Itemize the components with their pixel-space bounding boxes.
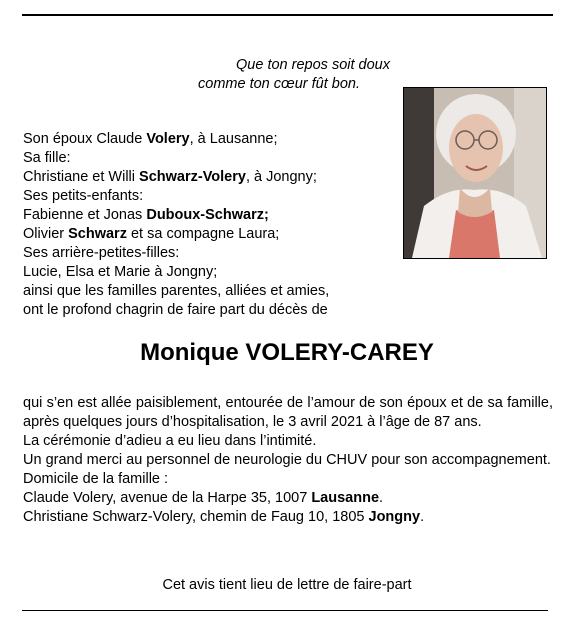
family-line-10: ont le profond chagrin de faire part du décès de [23,302,328,318]
address-jongny-text: Christiane Schwarz-Volery, chemin de Faug 10, 1805 [23,509,369,525]
family-line-1-bold: Volery [146,131,190,147]
family-line-3 [23,168,329,187]
family-line-6-end: et sa compagne Laura; [126,226,280,242]
epigraph [150,56,390,94]
footer-note: Cet avis tient lieu de lettre de faire-part [162,577,412,593]
family-line-1-text: Son époux Claude [23,131,147,147]
family-line-3-text: Christiane et Willi [23,169,140,185]
family-line-9: ainsi que les familles parentes, alliées et amies, [23,283,330,299]
address-lausanne-city: Lausanne [311,490,380,506]
portrait-photo [403,87,547,259]
epigraph-line-2: comme ton cœur fût bon. [198,76,360,92]
family-line-8: Lucie, Elsa et Marie à Jongny; [23,264,218,280]
family-line-3-end: , à Jongny; [245,169,317,185]
address-lausanne [23,489,553,508]
family-line-6-text: Olivier [23,226,69,242]
family-line-6-bold: Schwarz [68,226,127,242]
body-paragraph-2: La cérémonie d’adieu a eu lieu dans l’intimité. [23,433,317,449]
family-announcement [23,130,329,320]
family-line-2: Sa fille: [23,150,71,166]
top-rule [22,14,553,16]
body-paragraph-3: Un grand merci au personnel de neurologie du CHUV pour son accompagnement. [23,452,551,468]
family-line-6 [23,225,329,244]
family-line-5 [23,206,329,225]
family-line-3-bold: Schwarz-Volery [139,169,246,185]
epigraph-line-1: Que ton repos soit doux [236,57,390,73]
family-line-1 [23,130,329,149]
address-lausanne-text: Claude Volery, avenue de la Harpe 35, 1007 [23,490,312,506]
deceased-name: Monique VOLERY-CAREY [140,339,434,366]
address-jongny-end: . [420,509,425,525]
address-jongny [23,508,553,527]
family-line-5-text: Fabienne et Jonas [23,207,147,223]
family-line-7: Ses arrière-petites-filles: [23,245,180,261]
bottom-rule [22,610,548,611]
body-paragraph-1: qui s’en est allée paisiblement, entourée de l’amour de son époux et de sa famille, après quelques jours d’hospitalisation, le 3 avril 2021 à l’âge de 87 ans. [23,395,553,430]
address-jongny-city: Jongny [368,509,421,525]
body-paragraph-4: Domicile de la famille : [23,471,169,487]
family-line-4: Ses petits-enfants: [23,188,144,204]
address-lausanne-end: . [379,490,384,506]
family-line-5-bold: Duboux-Schwarz; [146,207,269,223]
announcement-body [23,394,553,527]
family-line-1-end: , à Lausanne; [189,131,278,147]
